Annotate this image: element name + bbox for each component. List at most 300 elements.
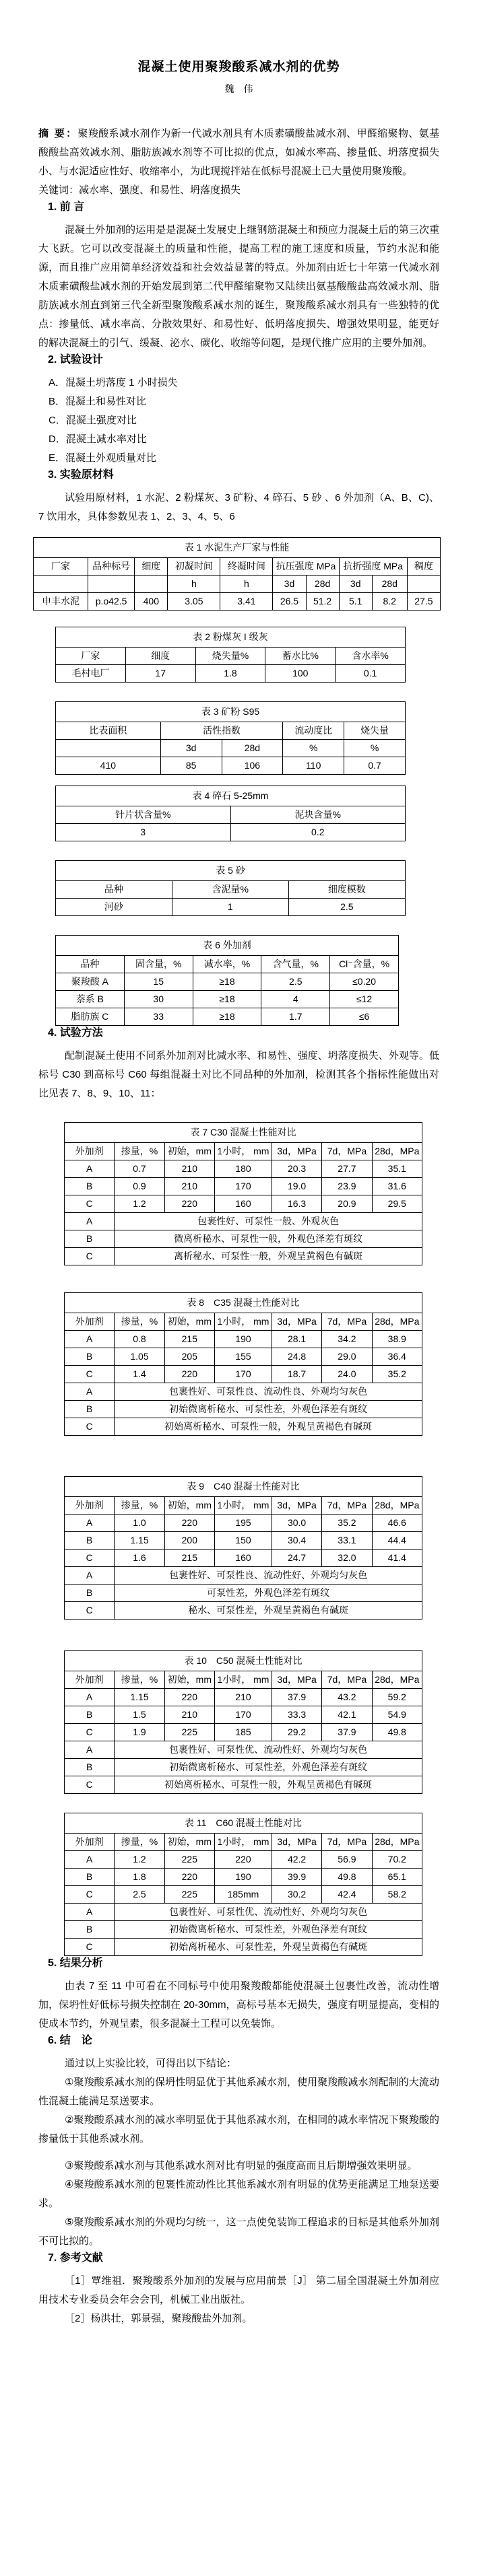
table-row (65, 1724, 422, 1741)
table-cell: 220 (164, 1195, 214, 1213)
table-cell: C (65, 1886, 115, 1904)
abstract-label: 摘 要： (38, 128, 78, 139)
table-cell: 44.4 (372, 1532, 422, 1550)
table-row (65, 1401, 422, 1418)
table-cell: 210 (164, 1178, 214, 1195)
table-row (56, 956, 399, 973)
table-3-slag-s95 (55, 701, 406, 775)
table-cell: 42.4 (322, 1886, 372, 1904)
table-cell: 初始，mm (164, 1143, 214, 1160)
table-cell: 190 (214, 1869, 272, 1886)
table-row (65, 1213, 422, 1230)
table-cell: 脂肪族 C (56, 1008, 125, 1026)
table-cell: 220 (164, 1689, 214, 1706)
table-cell: A (65, 1383, 115, 1401)
table-row (34, 593, 441, 611)
table-cell: 225 (164, 1886, 214, 1904)
table-cell: 185mm (214, 1886, 272, 1904)
table-cell: 8.2 (372, 593, 407, 611)
table-cell: C (65, 1195, 115, 1213)
table-cell: 215 (164, 1331, 214, 1348)
table-cell: 180 (214, 1160, 272, 1178)
table-cell: 28.1 (272, 1331, 321, 1348)
table-cell: A (65, 1213, 115, 1230)
table-cell: 28d，MPa (372, 1497, 422, 1515)
table-11-container (38, 1813, 439, 1956)
table-cell: 28d，MPa (372, 1671, 422, 1689)
table-2-container (38, 627, 439, 683)
table-cell: 3d，MPa (272, 1834, 321, 1851)
table-title: 表 2 粉煤灰 I 级灰 (56, 627, 406, 648)
table-cell: 1.5 (115, 1706, 164, 1724)
table-cell: 掺量，% (115, 1313, 164, 1331)
table-cell: 28d (306, 576, 339, 593)
table-title: 表 3 矿粉 S95 (56, 702, 406, 722)
table-row (56, 648, 406, 665)
table-cell: Cl⁻含量，% (330, 956, 399, 973)
table-cell: 33.1 (322, 1532, 372, 1550)
table-5-sand (55, 860, 406, 916)
table-cell: 210 (164, 1706, 214, 1724)
table-cell: 20.3 (272, 1160, 321, 1178)
table-cell: B (65, 1706, 115, 1724)
table-cell: 细度模数 (288, 881, 405, 899)
table-title-row (56, 702, 406, 722)
table-cell: 掺量，% (115, 1834, 164, 1851)
table-cell: A (65, 1331, 115, 1348)
table-row (65, 1776, 422, 1794)
table-cell: 33 (124, 1008, 193, 1026)
table-cell: 2.5 (288, 899, 405, 916)
table-cell: 24.7 (272, 1550, 321, 1567)
table-cell: C (65, 1724, 115, 1741)
table-cell: B (65, 1759, 115, 1776)
table-row (56, 1008, 399, 1026)
table-cell: 30.0 (272, 1515, 321, 1532)
table-cell: ≤0.20 (330, 973, 399, 991)
table-cell: 19.0 (272, 1178, 321, 1195)
table-cell: 225 (164, 1724, 214, 1741)
table-cell: ≥18 (193, 991, 261, 1008)
table-cell: 外加剂 (65, 1143, 115, 1160)
table-cell: 包裹性好、可泵性优、流动性好、外观均匀灰色 (115, 1741, 422, 1759)
table-cell: 3d (339, 576, 372, 593)
reference-item-1: ［1］覃维祖．聚羧酸系外加剂的发展与应用前景［J］ 第二届全国混凝土外加剂应用技术专业委员会年会会刊，机械工业出版社。 (38, 2275, 439, 2305)
table-cell (407, 576, 440, 593)
table-cell: 初始微离析秘水、可泵性差，外观色泽差有斑纹 (115, 1401, 422, 1418)
table-cell: 初始离析秘水、可泵性差，外观呈黄褐色有碱斑 (115, 1939, 422, 1956)
table-row (65, 1921, 422, 1939)
table-row (65, 1759, 422, 1776)
table-cell: 85 (160, 757, 222, 775)
table-cell: 7d，MPa (322, 1497, 372, 1515)
table-cell: 28d (372, 576, 407, 593)
table-row (56, 824, 406, 841)
table-cell: 初凝时间 (168, 558, 220, 576)
table-cell: 29.5 (372, 1195, 422, 1213)
table-cell: 200 (164, 1532, 214, 1550)
table-cell: 4 (261, 991, 330, 1008)
table-cell: 220 (164, 1869, 214, 1886)
table-cell: C (65, 1550, 115, 1567)
table-cell: 1.05 (115, 1348, 164, 1366)
keywords-text: 减水率、强度、和易性、坍落度损失 (79, 184, 241, 196)
table-cell: 含气量，% (261, 956, 330, 973)
section-4-body: 配制混凝土使用不同系外加剂对比减水率、和易性、强度、坍落度损失、外观等。低标号 C30 到高标号 C60 每组混凝土对比不同品种的外加剂，检测其各个指标性能做出对比见表 7、8、9、10、11： (38, 1050, 439, 1099)
table-7-c30 (64, 1122, 422, 1265)
table-cell: 1小时， mm (214, 1834, 272, 1851)
table-cell: 56.9 (322, 1851, 372, 1869)
table-cell: 1小时， mm (214, 1497, 272, 1515)
table-row (65, 1671, 422, 1689)
table-cell: 100 (265, 665, 336, 683)
table-cell: 掺量，% (115, 1671, 164, 1689)
table-title: 表 4 碎石 5-25mm (56, 786, 406, 806)
table-cell: 秘水、可泵性差，外观呈黄褐色有碱斑 (115, 1602, 422, 1620)
table-cell: 掺量，% (115, 1497, 164, 1515)
table-cell: 初始离析秘水、可泵性一般，外观呈黄褐色有碱斑 (115, 1418, 422, 1436)
table-cell: 外加剂 (65, 1834, 115, 1851)
table-cell: 初始微离析秘水、可泵性差，外观色泽差有斑纹 (115, 1921, 422, 1939)
table-cell: 烧失量% (195, 648, 265, 665)
table-cell: 掺量，% (115, 1143, 164, 1160)
table-cell: 210 (164, 1160, 214, 1178)
table-title-row (65, 1123, 422, 1143)
conclusion-item-3: ③聚羧酸系减水剂与其他系减水剂对比有明显的强度高而且后期增强效果明显。 (65, 2160, 418, 2171)
table-cell: 155 (214, 1348, 272, 1366)
table-cell: 比表面积 (56, 722, 161, 740)
author-name: 魏 伟 (224, 83, 253, 94)
table-cell (88, 576, 134, 593)
section-4-heading: 4. 试验方法 (48, 1027, 103, 1039)
table-6-admixtures (55, 935, 399, 1026)
table-cell: 28d (222, 740, 283, 757)
table-10-c50 (64, 1650, 422, 1794)
design-item-c: C．混凝土强度对比 (49, 415, 137, 426)
table-cell: 3.05 (168, 593, 220, 611)
table-cell: 24.8 (272, 1348, 321, 1366)
table-cell: 26.5 (273, 593, 306, 611)
table-9-c40 (64, 1476, 422, 1620)
table-cell: 42.2 (272, 1851, 321, 1869)
design-item-e: E．混凝土外观质量对比 (49, 452, 157, 464)
table-row (65, 1497, 422, 1515)
table-row (65, 1348, 422, 1366)
table-cell: 固含量，% (124, 956, 193, 973)
table-cell: 18.7 (272, 1366, 321, 1383)
table-cell: 减水率，% (193, 956, 261, 973)
table-cell: 170 (214, 1366, 272, 1383)
table-row (65, 1143, 422, 1160)
table-cell: 0.2 (230, 824, 406, 841)
table-row (65, 1741, 422, 1759)
table-cell: C (65, 1248, 115, 1265)
table-cell: h (168, 576, 220, 593)
table-cell: 70.2 (372, 1851, 422, 1869)
table-cell: 33.3 (272, 1706, 321, 1724)
table-cell: 106 (222, 757, 283, 775)
table-cell: 27.5 (407, 593, 440, 611)
table-cell: 46.6 (372, 1515, 422, 1532)
table-cell: B (65, 1921, 115, 1939)
table-cell: 可泵性差，外观色泽差有斑纹 (115, 1585, 422, 1602)
table-cell: 1.15 (115, 1689, 164, 1706)
table-cell: 32.0 (322, 1550, 372, 1567)
table-cell: C (65, 1366, 115, 1383)
table-cell: 烧失量 (344, 722, 406, 740)
table-title-row (34, 538, 441, 558)
design-item-a: A．混凝土坍落度 1 小时损失 (49, 377, 178, 388)
table-title: 表 7 C30 混凝土性能对比 (65, 1123, 422, 1143)
table-cell: 30 (124, 991, 193, 1008)
table-cell: 1.8 (195, 665, 265, 683)
table-title: 表 5 砂 (56, 861, 406, 881)
table-cell: C (65, 1602, 115, 1620)
table-cell: B (65, 1869, 115, 1886)
conclusion-item-2: ②聚羧酸系减水剂的减水率明显优于其他系减水剂，在相同的减水率情况下聚羧酸的掺量低于其他系减水剂。 (38, 2114, 439, 2145)
table-cell: 35.2 (372, 1366, 422, 1383)
table-cell: 220 (164, 1515, 214, 1532)
table-cell: 150 (214, 1532, 272, 1550)
table-8-container (38, 1292, 439, 1436)
conclusion-item-4: ④聚羧酸系减水剂的包裹性流动性比其他系减水剂有明显的优势更能满足工地泵送要求。 (38, 2179, 439, 2209)
table-cell (34, 576, 88, 593)
table-cell: C (65, 1418, 115, 1436)
table-cell: 外加剂 (65, 1497, 115, 1515)
table-cell: 1.0 (115, 1515, 164, 1532)
table-row (65, 1904, 422, 1921)
table-row (65, 1851, 422, 1869)
table-cell: 160 (214, 1195, 272, 1213)
table-row (65, 1869, 422, 1886)
table-cell: 2.5 (261, 973, 330, 991)
table-cell: 0.7 (344, 757, 406, 775)
table-cell: 稠度 (407, 558, 440, 576)
table-cell: 215 (164, 1550, 214, 1567)
table-cell: 7d，MPa (322, 1143, 372, 1160)
table-cell: 包裹性好、可泵性一般、外观灰色 (115, 1213, 422, 1230)
table-row (34, 558, 441, 576)
section-3-heading: 3. 实验原材料 (48, 469, 114, 481)
conclusion-item-1: ①聚羧酸系减水剂的保坍性明显优于其他系减水剂，使用聚羧酸减水剂配制的大流动性混凝土能满足泵送要求。 (38, 2077, 439, 2107)
table-cell: 210 (214, 1689, 272, 1706)
table-cell: 54.9 (372, 1706, 422, 1724)
table-cell: 初始微离析秘水、可泵性差，外观色泽差有斑纹 (115, 1759, 422, 1776)
table-row (56, 881, 406, 899)
table-cell: 410 (56, 757, 161, 775)
table-row (65, 1313, 422, 1331)
table-row (65, 1383, 422, 1401)
table-cell: 包裹性好、可泵性优、流动性好、外观均匀灰色 (115, 1904, 422, 1921)
table-cell: 含水率% (336, 648, 406, 665)
table-cell: 110 (283, 757, 344, 775)
table-cell: 28d，MPa (372, 1143, 422, 1160)
table-cell: 23.9 (322, 1178, 372, 1195)
table-cell: B (65, 1532, 115, 1550)
table-cell: B (65, 1178, 115, 1195)
table-cell: C (65, 1939, 115, 1956)
keywords-label: 关键词： (38, 184, 80, 196)
table-title-row (65, 1651, 422, 1671)
table-cell: 厂家 (56, 648, 126, 665)
section-2-heading: 2. 试验设计 (48, 354, 103, 365)
conclusion-intro: 通过以上实验比较，可得出以下结论： (65, 2058, 237, 2069)
table-title-row (65, 1477, 422, 1497)
table-cell: 16.3 (272, 1195, 321, 1213)
section-5-heading: 5. 结果分析 (48, 1957, 103, 1969)
table-cell: 1.6 (115, 1550, 164, 1567)
table-row (56, 991, 399, 1008)
table-title-row (65, 1813, 422, 1834)
section-1-heading: 1. 前 言 (48, 201, 85, 213)
table-cell: 65.1 (372, 1869, 422, 1886)
table-title: 表 8 C35 混凝土性能对比 (65, 1293, 422, 1313)
table-cell: 43.2 (322, 1689, 372, 1706)
table-title: 表 10 C50 混凝土性能对比 (65, 1651, 422, 1671)
table-cell: 30.4 (272, 1532, 321, 1550)
table-cell: 1小时， mm (214, 1143, 272, 1160)
table-cell: 河砂 (56, 899, 172, 916)
table-cell: 活性指数 (160, 722, 283, 740)
table-cell: 15 (124, 973, 193, 991)
table-cell: 37.9 (272, 1689, 321, 1706)
table-3-container (38, 701, 439, 775)
table-cell (135, 576, 168, 593)
table-10-container (38, 1650, 439, 1794)
table-cell: 品种 (56, 881, 172, 899)
table-cell: 220 (164, 1366, 214, 1383)
table-row (65, 1689, 422, 1706)
table-cell: 195 (214, 1515, 272, 1532)
table-cell: 30.2 (272, 1886, 321, 1904)
table-row (65, 1418, 422, 1436)
table-cell: 1.7 (261, 1008, 330, 1026)
table-cell: 包裹性好、可泵性良、流动性好、外观均匀灰色 (115, 1567, 422, 1585)
table-cell: 针片状含量% (56, 806, 231, 824)
table-cell: 2.5 (115, 1886, 164, 1904)
table-cell: 160 (214, 1550, 272, 1567)
table-cell: 初始，mm (164, 1497, 214, 1515)
table-cell: 微离析秘水、可泵性一般，外观色泽差有斑纹 (115, 1230, 422, 1248)
table-cell: ≥18 (193, 1008, 261, 1026)
table-cell: % (283, 740, 344, 757)
table-7-container (38, 1122, 439, 1265)
table-cell: C (65, 1776, 115, 1794)
table-cell: 5.1 (339, 593, 372, 611)
reference-item-2: ［2］杨洪壮，郭景强，聚羧酸盐外加剂。 (65, 2313, 253, 2324)
table-5-container (38, 860, 439, 916)
table-cell: p.o42.5 (88, 593, 134, 611)
table-cell: 包裹性好、可泵性良、流动性良、外观均匀灰色 (115, 1383, 422, 1401)
table-cell: 7d，MPa (322, 1834, 372, 1851)
table-title: 表 9 C40 混凝土性能对比 (65, 1477, 422, 1497)
table-11-c60 (64, 1813, 422, 1956)
table-row (65, 1178, 422, 1195)
table-cell: 萘系 B (56, 991, 125, 1008)
table-cell: 离析秘水、可泵性一般，外观呈黄褐色有碱斑 (115, 1248, 422, 1265)
table-2-flyash (55, 627, 406, 683)
table-cell: 3d (160, 740, 222, 757)
table-cell: 36.4 (372, 1348, 422, 1366)
table-cell: 1.8 (115, 1869, 164, 1886)
table-cell: A (65, 1689, 115, 1706)
table-row (65, 1366, 422, 1383)
table-row (56, 757, 406, 775)
table-cell: 3d (273, 576, 306, 593)
section-3-body: 试验用原材料，1 水泥、2 粉煤灰、3 矿粉、4 碎石、5 砂 、6 外加剂（A、B、C)、7 饮用水，具体参数见表 1、2、3、4、5、6 (38, 492, 439, 522)
keywords-line (38, 181, 439, 200)
table-cell: 3d，MPa (272, 1497, 321, 1515)
section-7-heading: 7. 参考文献 (48, 2252, 103, 2264)
table-cell: 20.9 (322, 1195, 372, 1213)
table-row (65, 1602, 422, 1620)
table-cell: B (65, 1230, 115, 1248)
table-cell: 28d，MPa (372, 1834, 422, 1851)
table-cell: B (65, 1348, 115, 1366)
table-cell: 1.2 (115, 1195, 164, 1213)
table-cell: 外加剂 (65, 1313, 115, 1331)
table-cell: 49.8 (372, 1724, 422, 1741)
table-4-gravel (55, 786, 406, 841)
table-title-row (56, 936, 399, 956)
table-cell: 1 (172, 899, 288, 916)
table-cell: A (65, 1741, 115, 1759)
table-cell: 59.2 (372, 1689, 422, 1706)
table-cell: 申丰水泥 (34, 593, 88, 611)
table-row (65, 1331, 422, 1348)
table-cell: 51.2 (306, 593, 339, 611)
table-cell: 初始，mm (164, 1313, 214, 1331)
table-row (34, 576, 441, 593)
table-row (56, 806, 406, 824)
table-cell: 初始离析秘水、可泵性一般，外观呈黄褐色有碱斑 (115, 1776, 422, 1794)
table-cell: 27.7 (322, 1160, 372, 1178)
table-row (65, 1195, 422, 1213)
table-cell: 17 (125, 665, 195, 683)
table-cell: 35.2 (322, 1515, 372, 1532)
table-cell: 1小时， mm (214, 1313, 272, 1331)
table-cell: 58.2 (372, 1886, 422, 1904)
table-cell: A (65, 1851, 115, 1869)
abstract-paragraph (38, 125, 439, 181)
table-6-container (38, 935, 439, 1026)
table-row (65, 1230, 422, 1248)
table-1-container (38, 537, 439, 611)
table-cell: 0.1 (336, 665, 406, 683)
table-cell: 41.4 (372, 1550, 422, 1567)
table-row (65, 1834, 422, 1851)
table-4-container (38, 786, 439, 841)
table-cell: 毛村电厂 (56, 665, 126, 683)
table-title: 表 1 水泥生产厂家与性能 (34, 538, 441, 558)
table-cell: 0.9 (115, 1178, 164, 1195)
table-cell: 抗折强度 MPa (339, 558, 407, 576)
table-cell: 400 (135, 593, 168, 611)
table-row (65, 1939, 422, 1956)
table-row (56, 973, 399, 991)
table-cell: B (65, 1585, 115, 1602)
table-cell: 流动度比 (283, 722, 344, 740)
table-row (65, 1550, 422, 1567)
table-cell: 1.4 (115, 1366, 164, 1383)
table-cell: 7d，MPa (322, 1671, 372, 1689)
table-cell: A (65, 1904, 115, 1921)
table-8-c35 (64, 1292, 422, 1436)
table-cell: 1.15 (115, 1532, 164, 1550)
table-9-container (38, 1476, 439, 1620)
table-cell: 1.2 (115, 1851, 164, 1869)
table-cell: 190 (214, 1331, 272, 1348)
